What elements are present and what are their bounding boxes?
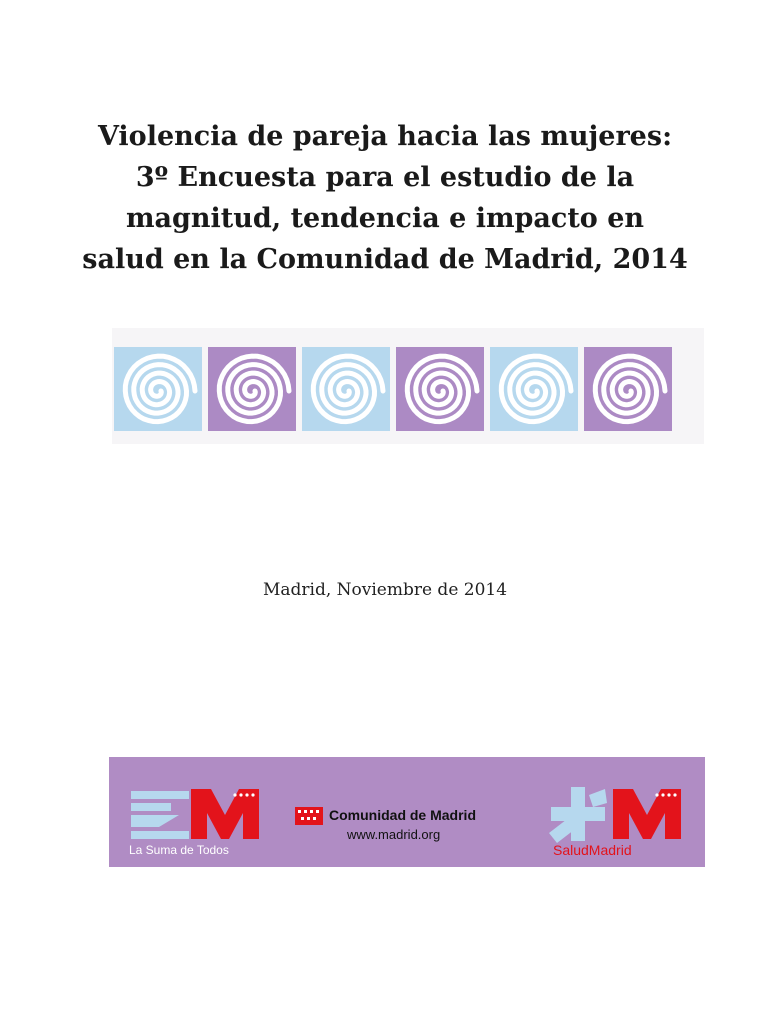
place-date: Madrid, Noviembre de 2014: [262, 580, 508, 600]
comunidad-name: Comunidad de Madrid: [329, 807, 476, 823]
comunidad-url: www.madrid.org: [347, 827, 441, 842]
spiral-icon: [584, 347, 672, 431]
title-line: 3º Encuesta para el estudio de la: [135, 162, 635, 193]
sponsor-logo-band: [109, 757, 705, 867]
title-line: Violencia de pareja hacia las mujeres:: [97, 121, 673, 152]
spiral-tile-banner: [112, 328, 704, 444]
suma-caption: La Suma de Todos: [129, 843, 229, 857]
document-title: [60, 116, 710, 280]
comunidad-de-madrid-logo: [295, 807, 525, 847]
spiral-icon: [208, 347, 296, 431]
madrid-flag-icon: [295, 807, 323, 825]
spiral-icon: [396, 347, 484, 431]
spiral-icon: [114, 347, 202, 431]
title-line: magnitud, tendencia e impacto en: [125, 203, 645, 234]
spiral-icon: [302, 347, 390, 431]
title-line: salud en la Comunidad de Madrid, 2014: [82, 244, 688, 275]
salud-caption: SaludMadrid: [553, 842, 632, 858]
spiral-icon: [490, 347, 578, 431]
